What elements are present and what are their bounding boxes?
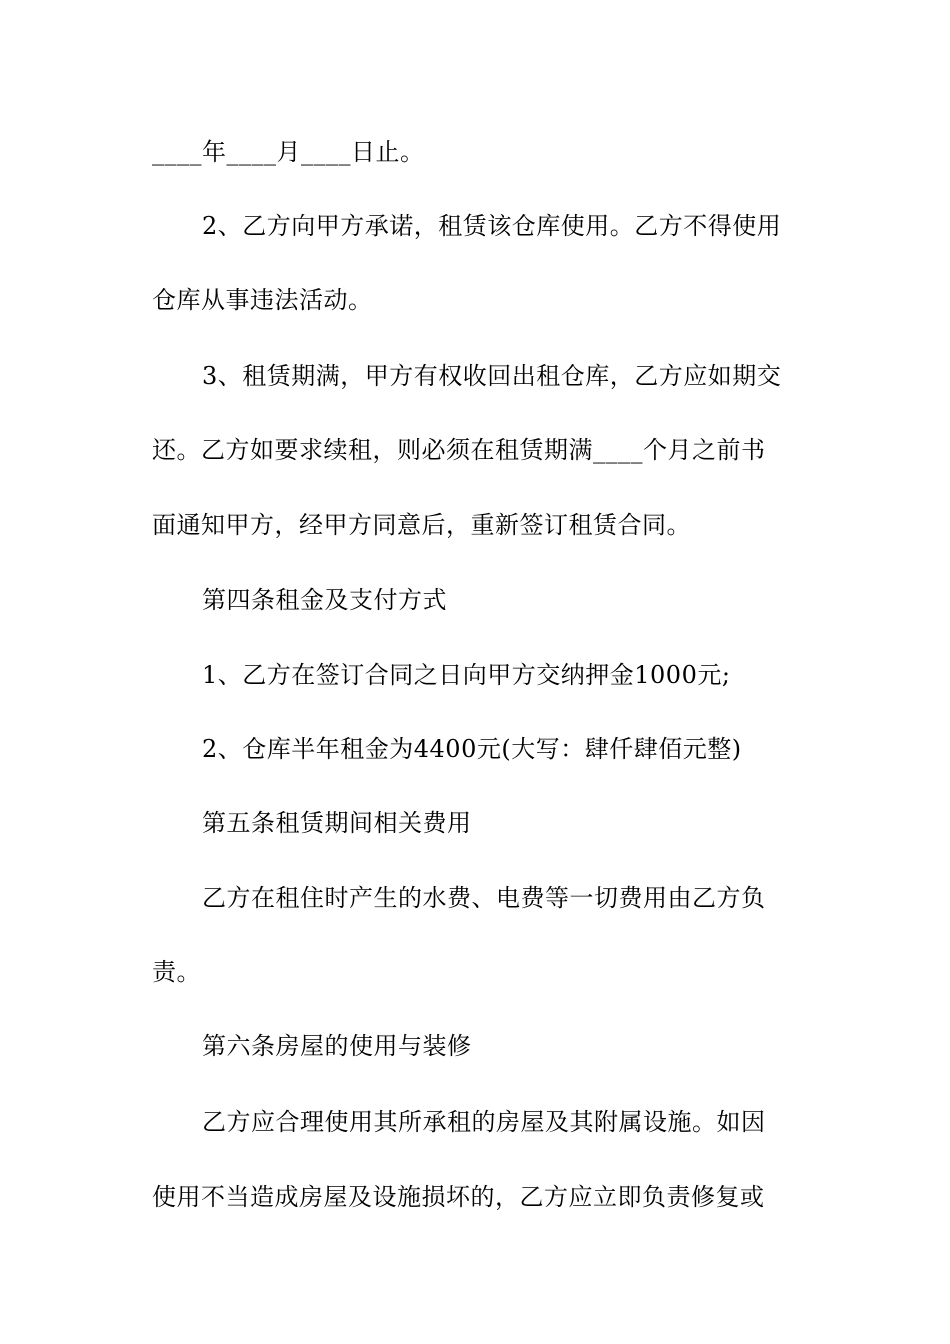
- text-line: 3、租赁期满，甲方有权收回出租仓库，乙方应如期交: [202, 362, 782, 390]
- text-line: 面通知甲方，经甲方同意后，重新签订租赁合同。: [152, 511, 691, 539]
- section-heading: 第六条房屋的使用与装修: [202, 1032, 472, 1060]
- text-line: 使用不当造成房屋及设施损坏的，乙方应立即负责修复或: [152, 1183, 765, 1211]
- text-line: ____年____月____日止。: [152, 138, 425, 166]
- text-line: 乙方应合理使用其所承租的房屋及其附属设施。如因: [202, 1108, 766, 1136]
- text-line: 2、仓库半年租金为4400元(大写：肆仟肆佰元整): [202, 735, 742, 763]
- section-heading: 第五条租赁期间相关费用: [202, 809, 472, 837]
- text-line: 仓库从事违法活动。: [152, 286, 373, 314]
- text-line: 乙方在租住时产生的水费、电费等一切费用由乙方负: [202, 884, 766, 912]
- text-line: 责。: [152, 958, 201, 986]
- section-heading: 第四条租金及支付方式: [202, 586, 447, 614]
- text-line: 还。乙方如要求续租，则必须在租赁期满____个月之前书: [152, 436, 766, 464]
- text-line: 1、乙方在签订合同之日向甲方交纳押金1000元;: [202, 661, 731, 689]
- text-line: 2、乙方向甲方承诺，租赁该仓库使用。乙方不得使用: [202, 212, 782, 240]
